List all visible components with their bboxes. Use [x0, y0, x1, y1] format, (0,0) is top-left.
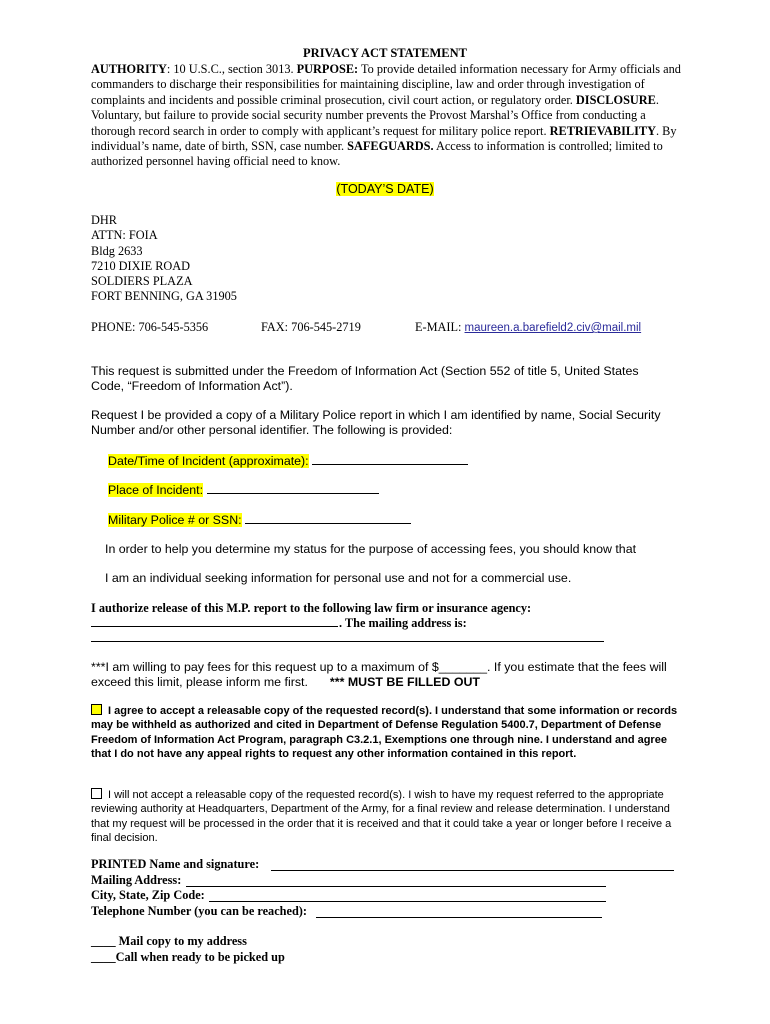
address-line: ATTN: FOIA	[91, 228, 158, 243]
email-label: E-MAIL:	[415, 320, 465, 334]
option-accept	[91, 704, 685, 762]
address-line: Bldg 2633	[91, 243, 143, 258]
datetime-field	[108, 453, 468, 469]
address-line: FORT BENNING, GA 31905	[91, 289, 237, 304]
telephone-label: Telephone Number (you can be reached):	[91, 904, 307, 918]
place-field	[108, 482, 379, 498]
place-label: Place of Incident:	[108, 483, 204, 497]
purpose-text: To provide detailed information necessary for Army officials and commanders to discharge their responsibilities for maintaining discipline, law and order through investigation of complaints and incidents and possible criminal prosecution, civil court action, or regulatory order.	[91, 62, 681, 107]
status-statement: I am an individual seeking information for personal use and not for a commercial use.	[105, 571, 572, 585]
disclosure-label: DISCLOSURE	[575, 92, 656, 107]
city-state-zip-label: City, State, Zip Code:	[91, 888, 205, 902]
phone-number: PHONE: 706-545-5356	[91, 320, 209, 334]
fees-statement	[91, 660, 681, 690]
purpose-label: PURPOSE:	[296, 62, 359, 76]
address-line: DHR	[91, 213, 117, 227]
todays-date-row	[0, 182, 770, 196]
mailing-address-block	[91, 213, 237, 305]
mail-copy-option[interactable]: ____ Mail copy to my address	[91, 934, 247, 948]
city-state-zip-line[interactable]	[209, 901, 606, 902]
mailing-address-input-line[interactable]	[186, 886, 606, 887]
address-line: 7210 DIXIE ROAD	[91, 258, 191, 273]
telephone-line[interactable]	[316, 917, 602, 918]
call-when-ready-option[interactable]: ____Call when ready to be picked up	[91, 950, 285, 964]
email-link[interactable]: maureen.a.barefield2.civ@mail.mil	[464, 322, 642, 334]
mailing-address-prompt: . The mailing address is:	[339, 616, 467, 630]
fax-number: FAX: 706-545-2719	[261, 320, 361, 334]
address-line: SOLDIERS PLAZA	[91, 274, 193, 289]
printed-name-label: PRINTED Name and signature:	[91, 857, 260, 871]
safeguards-label: SAFEGUARDS.	[347, 139, 434, 154]
authority-text: : 10 U.S.C., section 3013.	[166, 62, 297, 76]
accept-checkbox[interactable]	[91, 704, 102, 715]
decline-checkbox[interactable]	[91, 788, 102, 799]
status-intro: In order to help you determine my status for the purpose of accessing fees, you should know that	[105, 542, 637, 556]
authority-label: AUTHORITY	[91, 62, 167, 76]
todays-date: (TODAY’S DATE)	[336, 182, 434, 196]
disclosure-text: . Voluntary, but failure to provide social security number prevents the Provost Marshal’s Office from conducting a thorough record search in order to comply with applicant’s request for military police report.	[91, 92, 659, 138]
printed-name-line[interactable]	[271, 870, 674, 871]
retrievability-label: RETRIEVABILITY	[549, 123, 656, 138]
fees-text: ***I am willing to pay fees for this request up to a maximum of $_______. If you estimate that the fees will exceed this limit, please inform me first.	[91, 660, 667, 689]
request-intro: This request is submitted under the Freedom of Information Act (Section 552 of title 5, United States Code, “Freedom of Information Act”).	[91, 364, 639, 393]
accept-text: I agree to accept a releasable copy of the requested record(s). I understand that some information or records may be withheld as authorized and cited in Department of Defense Regulation 5400.7, Department of Defense Freedom of Information Act Program, paragraph C3.2.1, Exemptions one through nine. I understand and agree that I do not have any appeal rights to request any other information contained in this report.	[91, 705, 678, 761]
retrievability-text: . By individual’s name, date of birth, SSN, case number.	[91, 123, 677, 154]
request-copy: Request I be provided a copy of a Military Police report in which I am identified by name, Social Security Number and/or other personal identifier. The following is provided:	[91, 408, 661, 437]
law-firm-line[interactable]	[91, 626, 338, 627]
safeguards-text: Access to information is controlled; limited to authorized personnel having official need to know.	[91, 139, 663, 169]
mailing-address-label: Mailing Address:	[91, 873, 182, 887]
datetime-input[interactable]	[312, 453, 468, 465]
mailing-address-line[interactable]	[91, 641, 604, 642]
option-decline	[91, 788, 685, 846]
mp-ssn-field	[108, 512, 411, 528]
email-row	[415, 320, 641, 335]
fees-must-fill: *** MUST BE FILLED OUT	[329, 675, 480, 689]
datetime-label: Date/Time of Incident (approximate):	[108, 454, 309, 468]
decline-text: I will not accept a releasable copy of the requested record(s). I wish to have my request referred to the appropriate reviewing authority at Headquarters, Department of the Army, for a final review and release determination. I understand that my request will be processed in the order that it is received and that it could take a year or longer before I receive a final decision.	[91, 789, 672, 845]
page-title: PRIVACY ACT STATEMENT	[303, 46, 467, 60]
place-input[interactable]	[207, 482, 379, 494]
mp-ssn-input[interactable]	[245, 512, 411, 524]
privacy-statement	[91, 62, 691, 170]
mp-ssn-label: Military Police # or SSN:	[108, 513, 242, 527]
authorize-release: I authorize release of this M.P. report to the following law firm or insurance agency:	[91, 601, 532, 615]
